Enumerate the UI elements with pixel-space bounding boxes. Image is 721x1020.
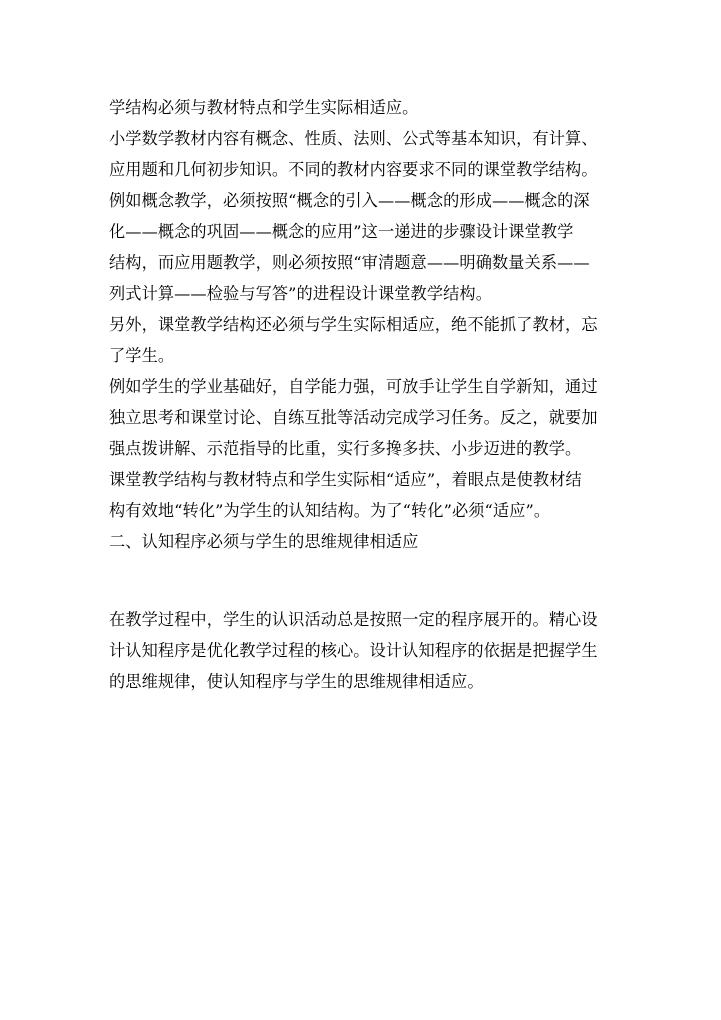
paragraph-gap: [109, 557, 629, 604]
text-line: 化——概念的巩固——概念的应用”这一递进的步骤设计课堂教学: [109, 222, 574, 241]
text-line: 小学数学教材内容有概念、性质、法则、公式等基本知识，有计算、: [109, 129, 598, 148]
text-line: 课堂教学结构与教材特点和学生实际相“适应”，着眼点是使教材结: [109, 470, 582, 489]
text-line: 例如学生的学业基础好，自学能力强，可放手让学生自学新知，通过: [109, 377, 598, 396]
text-line: 独立思考和课堂讨论、自练互批等活动完成学习任务。反之，就要加: [109, 408, 598, 427]
text-line: 在教学过程中，学生的认识活动总是按照一定的程序展开的。精心设: [109, 610, 598, 629]
text-line: 另外，课堂教学结构还必须与学生实际相适应，绝不能抓了教材，忘: [109, 315, 598, 334]
text-line: 的思维规律，使认知程序与学生的思维规律相适应。: [109, 672, 484, 691]
text-line: 结构，而应用题教学，则必须按照“审清题意——明确数量关系——: [109, 253, 590, 272]
text-line: 了学生。: [109, 346, 175, 365]
text-line: 应用题和几何初步知识。不同的教材内容要求不同的课堂教学结构。: [109, 160, 598, 179]
section-heading: 二、认知程序必须与学生的思维规律相适应: [109, 532, 419, 551]
text-line: 学结构必须与教材特点和学生实际相适应。: [109, 98, 419, 117]
text-line: 计认知程序是优化教学过程的核心。设计认知程序的依据是把握学生: [109, 641, 598, 660]
text-line: 构有效地“转化”为学生的认知结构。为了“转化”必须“适应”。: [109, 501, 551, 520]
text-line: 例如概念教学，必须按照“概念的引入——概念的形成——概念的深: [109, 191, 590, 210]
text-line: 强点拨讲解、示范指导的比重，实行多搀多扶、小步迈进的教学。: [109, 439, 582, 458]
document-body: [109, 92, 629, 697]
text-line: 列式计算——检验与写答”的进程设计课堂教学结构。: [109, 284, 492, 303]
